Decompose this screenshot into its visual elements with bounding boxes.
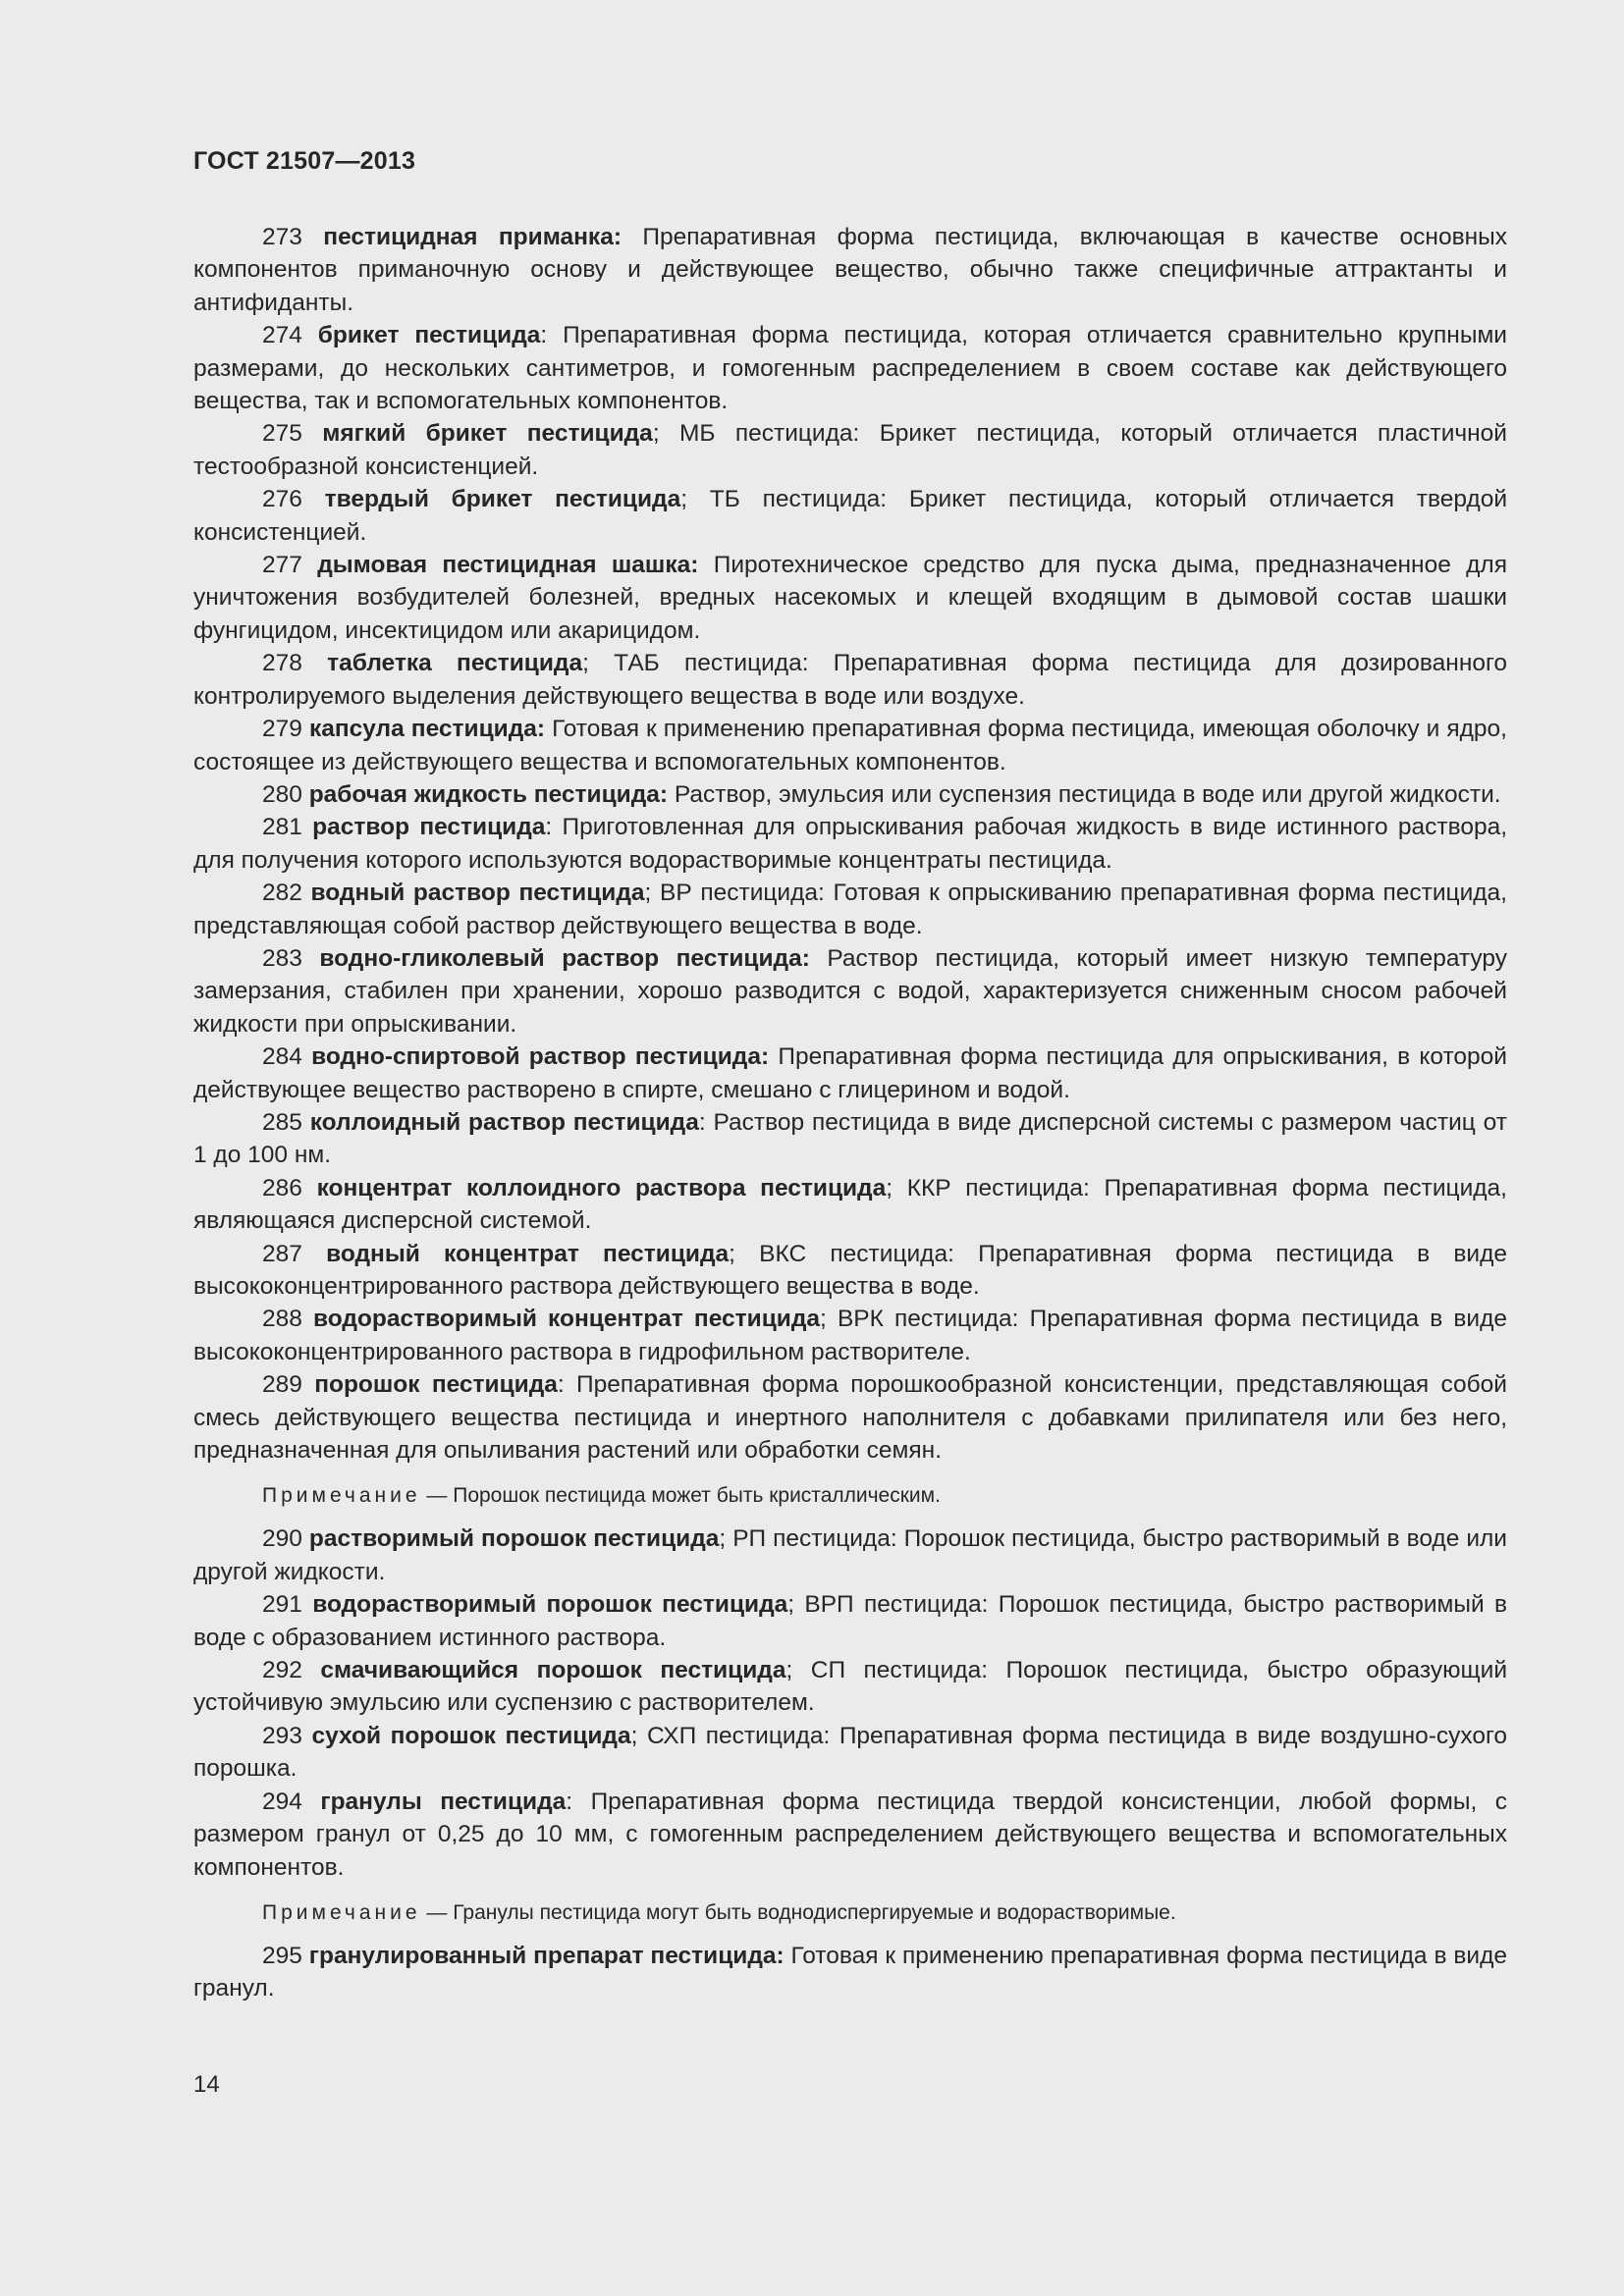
entry-term: капсула пестицида: [308, 716, 546, 743]
entry-number: 291 [262, 1591, 302, 1619]
term-entry-290 [193, 1522, 1507, 1588]
term-entry-295 [193, 1940, 1507, 2005]
term-entry-283 [193, 942, 1507, 1041]
term-entry-281 [193, 811, 1507, 877]
entry-term: брикет пестицида [317, 322, 541, 349]
entry-definition: ; ВКС пестицида: Препаративная форма пестицида в виде высококонцентрированного раствора действующего вещества в воде. [193, 1240, 1507, 1300]
entry-number: 292 [262, 1657, 302, 1684]
entry-term: водно-спиртовой раствор пестицида: [311, 1043, 770, 1071]
entry-term: гранулированный препарат пестицида: [308, 1942, 785, 1969]
term-entry-291 [193, 1588, 1507, 1654]
entry-number: 294 [262, 1788, 302, 1815]
entry-term: водорастворимый порошок пестицида [312, 1591, 788, 1619]
entry-number: 274 [262, 322, 302, 349]
entry-number: 285 [262, 1108, 302, 1136]
entry-definition: Раствор пестицида, который имеет низкую температуру замерзания, стабилен при хранении, хорошо разводится с водой, характеризуется сниженным сносом рабочей жидкости при опрыскивании. [193, 944, 1507, 1038]
entry-term: твердый брикет пестицида [324, 486, 681, 513]
term-entry-294 [193, 1786, 1507, 1884]
term-entry-292 [193, 1654, 1507, 1720]
entry-term: дымовая пестицидная шашка: [317, 552, 699, 579]
entry-definition: ; ТАБ пестицида: Препаративная форма пестицида для дозированного контролируемого выделения действующего вещества в воде или воздухе. [193, 650, 1507, 710]
entry-definition: ; РП пестицида: Порошок пестицида, быстро растворимый в воде или другой жидкости. [193, 1525, 1507, 1585]
term-entry-275 [193, 417, 1507, 483]
entry-term: рабочая жидкость пестицида: [308, 780, 669, 808]
entry-term: водно-гликолевый раствор пестицида: [319, 944, 810, 972]
entry-number: 277 [262, 552, 302, 579]
entry-number: 275 [262, 420, 302, 448]
entry-number: 273 [262, 224, 302, 250]
entry-term: концентрат коллоидного раствора пестицида [316, 1174, 887, 1201]
entry-term: растворимый порошок пестицида [308, 1525, 720, 1553]
entry-definition: ; ТБ пестицида: Брикет пестицида, который отличается твердой консистенцией. [193, 486, 1508, 546]
entry-definition: Раствор, эмульсия или суспензия пестицида в воде или другой жидкости. [668, 780, 1501, 808]
entry-number: 282 [262, 880, 302, 907]
entry-number: 284 [262, 1043, 302, 1071]
entry-number: 283 [262, 944, 302, 972]
entry-term: порошок пестицида [314, 1371, 558, 1399]
entry-number: 289 [262, 1371, 302, 1399]
entry-number: 295 [262, 1942, 302, 1969]
term-entry-279 [193, 713, 1507, 778]
document-header: ГОСТ 21507—2013 [193, 147, 416, 175]
entry-definition: Готовая к применению препаративная форма пестицида, имеющая оболочку и ядро, состоящее из действующего вещества и вспомогательных компонентов. [193, 716, 1507, 775]
entry-term: коллоидный раствор пестицида [309, 1108, 699, 1136]
term-entry-277 [193, 549, 1507, 647]
entry-definition: ; ВРП пестицида: Порошок пестицида, быстро растворимый в воде с образованием истинного раствора. [193, 1591, 1507, 1651]
entry-definition: : Препаративная форма порошкообразной консистенции, представляющая собой смесь действующего вещества пестицида и инертного наполнителя с добавками прилипателя или без него, предназначенная для опыливания растений или обработки семян. [193, 1371, 1507, 1465]
note-label: Примечание [262, 1900, 421, 1924]
note-text: — Гранулы пестицида могут быть воднодиспергируемые и водорастворимые. [420, 1900, 1176, 1924]
page-number: 14 [193, 2071, 220, 2098]
term-entry-287 [193, 1238, 1507, 1304]
term-entry-289 [193, 1368, 1507, 1467]
entry-definition: Готовая к применению препаративная форма пестицида в виде гранул. [193, 1942, 1507, 2002]
entry-definition: : Приготовленная для опрыскивания рабочая жидкость в виде истинного раствора, для получения которого используются водорастворимые концентраты пестицида. [193, 814, 1508, 874]
term-entry-285 [193, 1106, 1507, 1172]
entry-term: сухой порошок пестицида [311, 1722, 631, 1749]
entry-definition: Препаративная форма пестицида, включающая в качестве основных компонентов приманочную основу и действующее вещество, обычно также специфичные аттрактанты и антифиданты. [193, 224, 1507, 316]
entry-number: 290 [262, 1525, 302, 1553]
note-label: Примечание [262, 1484, 421, 1508]
entry-number: 276 [262, 486, 302, 513]
entry-definition: ; СХП пестицида: Препаративная форма пестицида в виде воздушно-сухого порошка. [193, 1722, 1508, 1783]
term-entry-274 [193, 319, 1507, 417]
note-text: — Порошок пестицида может быть кристаллическим. [420, 1484, 941, 1508]
entry-number: 279 [262, 716, 302, 743]
term-entry-278 [193, 647, 1507, 713]
entry-definition: Препаративная форма пестицида для опрыскивания, в которой действующее вещество растворено в спирте, смешано с глицерином и водой. [193, 1043, 1507, 1103]
entry-term: водорастворимый концентрат пестицида [313, 1306, 821, 1333]
entry-number: 278 [262, 650, 302, 677]
entry-term: гранулы пестицида [320, 1788, 567, 1815]
entry-number: 280 [262, 780, 302, 808]
entry-definition: ; ККР пестицида: Препаративная форма пестицида, являющаяся дисперсной системой. [193, 1174, 1507, 1235]
term-entry-286 [193, 1172, 1507, 1238]
document-body [193, 221, 1507, 2005]
entry-term: пестицидная приманка: [323, 224, 622, 250]
term-entry-276 [193, 483, 1507, 549]
term-entry-293 [193, 1720, 1507, 1786]
entry-term: водный концентрат пестицида [326, 1240, 730, 1267]
entry-number: 286 [262, 1174, 302, 1201]
entry-number: 288 [262, 1306, 302, 1333]
entry-definition: : Раствор пестицида в виде дисперсной системы с размером частиц от 1 до 100 нм. [193, 1108, 1507, 1169]
note [193, 1898, 1507, 1928]
entry-definition: : Препаративная форма пестицида, которая отличается сравнительно крупными размерами, до нескольких сантиметров, и гомогенным распределением в своем составе как действующего вещества, так и вспомогательных компонентов. [193, 322, 1507, 415]
entry-definition: Пиротехническое средство для пуска дыма, предназначенное для уничтожения возбудителей болезней, вредных насекомых и клещей входящим в дымовой состав шашки фунгицидом, инсектицидом или акарицидом. [193, 552, 1507, 644]
entry-number: 287 [262, 1240, 302, 1267]
entry-term: водный раствор пестицида [310, 880, 645, 907]
entry-term: мягкий брикет пестицида [322, 420, 653, 448]
entry-definition: ; ВР пестицида: Готовая к опрыскиванию препаративная форма пестицида, представляющая собой раствор действующего вещества в воде. [193, 880, 1507, 939]
entry-definition: ; ВРК пестицида: Препаративная форма пестицида в виде высококонцентрированного раствора в гидрофильном растворителе. [193, 1306, 1508, 1365]
note [193, 1481, 1507, 1511]
entry-definition: : Препаративная форма пестицида твердой консистенции, любой формы, с размером гранул от 0,25 до 10 мм, с гомогенным распределением действующего вещества и вспомогательных компонентов. [193, 1788, 1508, 1881]
entry-term: таблетка пестицида [327, 650, 583, 677]
term-entry-280 [193, 778, 1507, 811]
term-entry-288 [193, 1303, 1507, 1368]
term-entry-273 [193, 221, 1507, 319]
entry-number: 293 [262, 1722, 302, 1749]
entry-number: 281 [262, 814, 302, 841]
term-entry-282 [193, 877, 1507, 942]
entry-definition: ; СП пестицида: Порошок пестицида, быстро образующий устойчивую эмульсию или суспензию с растворителем. [193, 1657, 1508, 1717]
term-entry-284 [193, 1041, 1507, 1106]
entry-definition: ; МБ пестицида: Брикет пестицида, который отличается пластичной тестообразной консистенцией. [193, 420, 1507, 480]
entry-term: раствор пестицида [312, 814, 546, 841]
entry-term: смачивающийся порошок пестицида [320, 1657, 786, 1684]
